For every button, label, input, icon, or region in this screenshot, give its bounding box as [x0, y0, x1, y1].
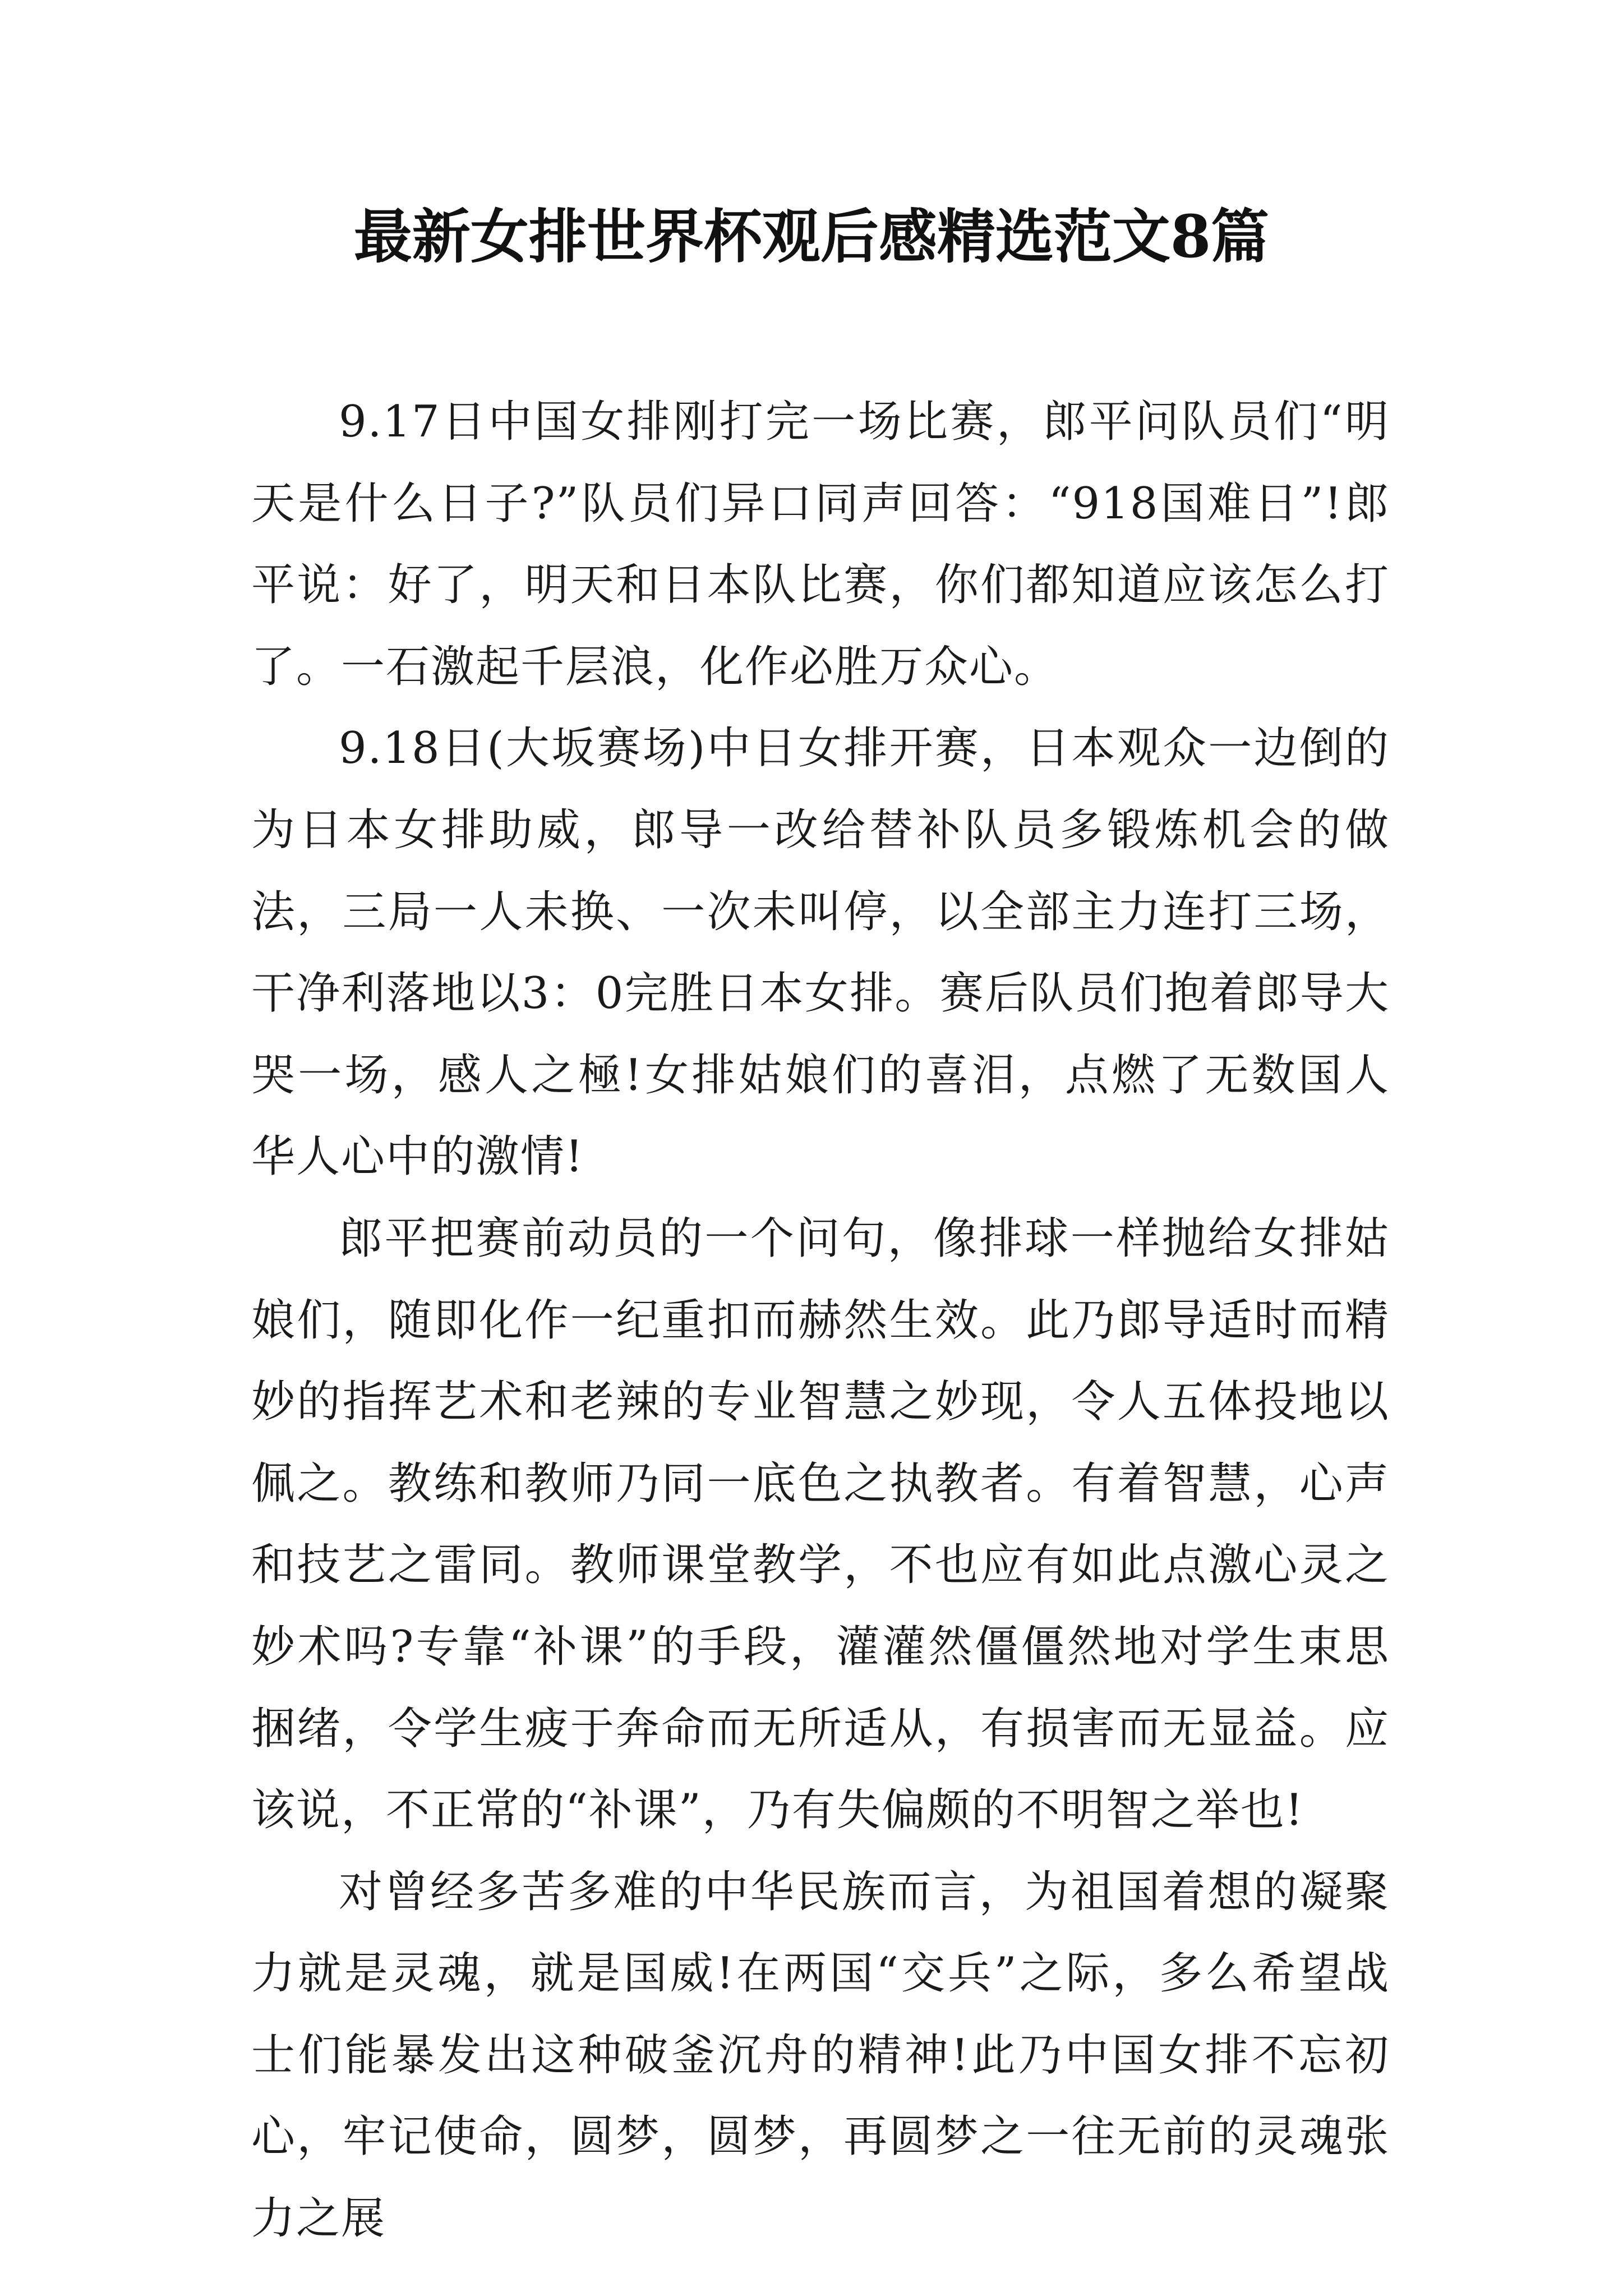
paragraph-4: 对曾经多苦多难的中华民族而言，为祖国着想的凝聚力就是灵魂，就是国威!在两国“交兵”之际，多么希望战士们能暴发出这种破釜沉舟的精神!此乃中国女排不忘初心，牢记使命，圆梦，圆梦，再圆梦之一往无前的灵魂张力之展 — [251, 1866, 1390, 2244]
paragraph-3: 郎平把赛前动员的一个问句，像排球一样抛给女排姑娘们，随即化作一纪重扣而赫然生效。此乃郎导适时而精妙的指挥艺术和老辣的专业智慧之妙现，令人五体投地以佩之。教练和教师乃同一底色之执教者。有着智慧，心声和技艺之雷同。教师课堂教学，不也应有如此点激心灵之妙术吗?专靠“补课”的手段，灌灌然僵僵然地对学生束思捆绪，令学生疲于奔命而无所适从，有损害而无显益。应该说，不正常的“补课”，乃有失偏颇的不明智之举也! — [251, 1213, 1390, 1836]
document-body — [251, 381, 1390, 2260]
paragraph-2: 9.18日(大坂赛场)中日女排开赛，日本观众一边倒的为日本女排助威，郎导一改给替补队员多锻炼机会的做法，三局一人未换、一次未叫停，以全部主力连打三场，干净利落地以3：0完胜日本女排。赛后队员们抱着郎导大哭一场，感人之極!女排姑娘们的喜泪，点燃了无数国人华人心中的激情! — [251, 723, 1390, 1182]
document-title: 最新女排世界杯观后感精选范文8篇 — [353, 202, 1270, 271]
paragraph-1: 9.17日中国女排刚打完一场比赛，郎平问队员们“明天是什么日子?”队员们异口同声回答：“918国难日”!郎平说：好了，明天和日本队比赛，你们都知道应该怎么打了。一石激起千层浪，化作必胜万众心。 — [251, 397, 1390, 692]
